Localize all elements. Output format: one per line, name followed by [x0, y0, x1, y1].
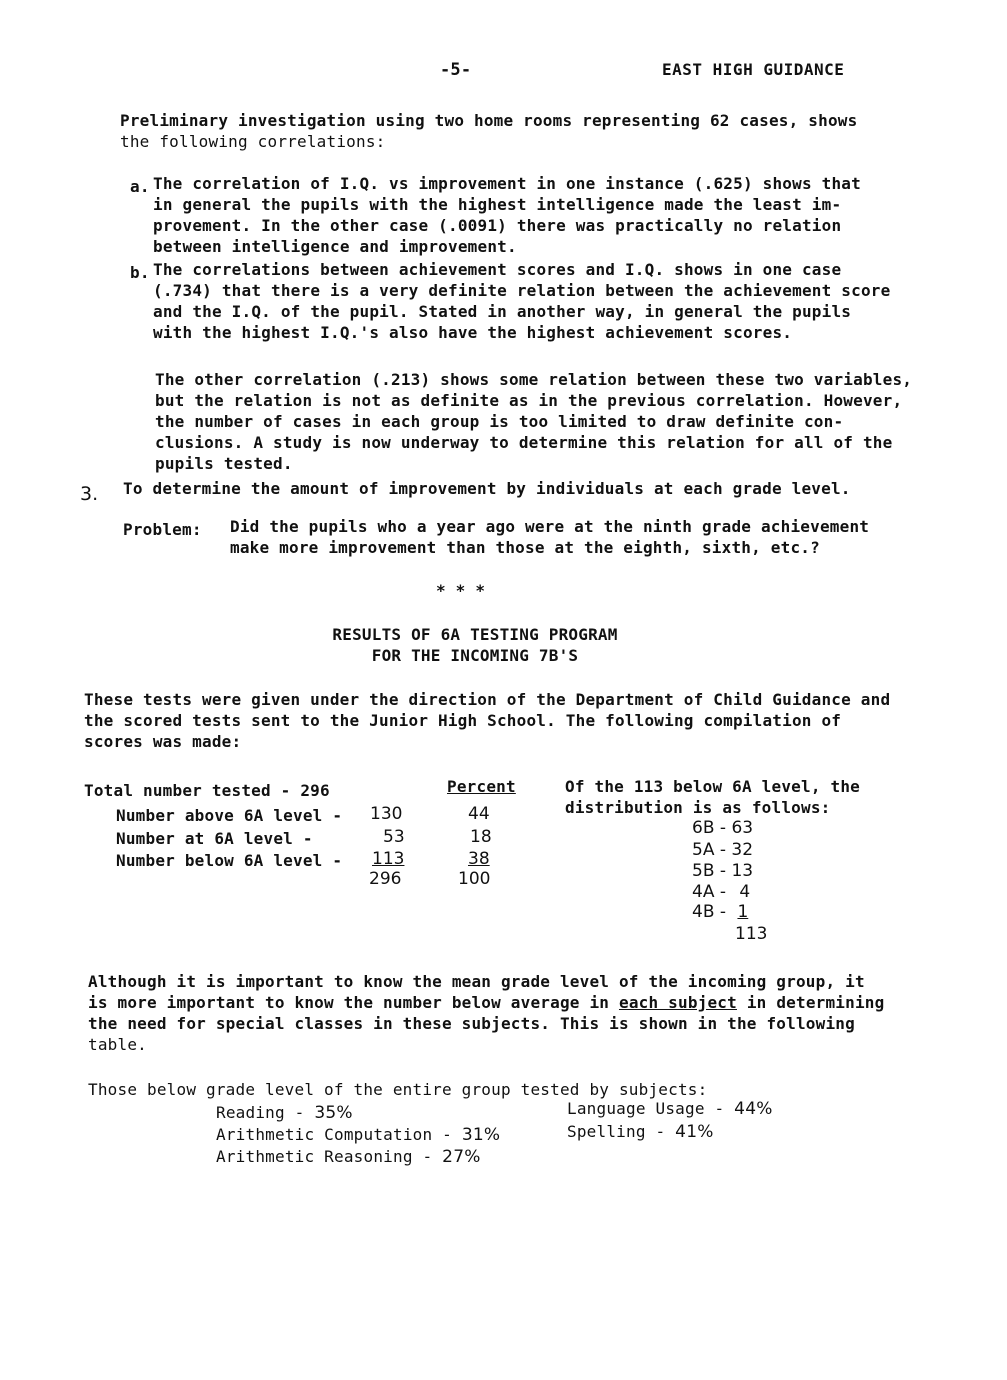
subject-row	[567, 1099, 773, 1119]
tally-row-label: Number above 6A level -	[116, 806, 343, 825]
distribution-heading	[565, 776, 860, 818]
subject-row	[567, 1122, 714, 1142]
tally-row-percent: 18	[470, 827, 492, 847]
distribution-total: 113	[735, 924, 768, 944]
subject-value: 44%	[734, 1099, 773, 1119]
mean-paragraph	[88, 971, 884, 1055]
subject-name: Spelling -	[567, 1122, 666, 1141]
distribution-count: 32	[731, 840, 754, 860]
percent-header: Percent	[447, 777, 516, 796]
subject-row	[216, 1125, 500, 1145]
distribution-count: 13	[731, 861, 754, 881]
mean-line: the need for special classes in these subjects. This is shown in the following	[88, 1014, 855, 1033]
item-a-paragraph	[153, 173, 861, 257]
item-3-text: To determine the amount of improvement by individuals at each grade level.	[123, 479, 851, 498]
subject-value: 35%	[314, 1103, 353, 1123]
mean-line-start: is more important to know the number below average in	[88, 993, 619, 1012]
subject-row	[216, 1103, 353, 1123]
distribution-level: 6B -	[692, 818, 727, 838]
item-a-line: provement. In the other case (.0091) there was practically no relation	[153, 216, 842, 235]
item-b-para2-line: but the relation is not as definite as in the previous correlation. However,	[155, 391, 903, 410]
distribution-heading-line: distribution is as follows:	[565, 798, 831, 817]
tally-row-count: 113	[372, 849, 405, 869]
subject-name: Reading -	[216, 1103, 305, 1122]
item-b-para2-line: clusions. A study is now underway to determine this relation for all of the	[155, 433, 893, 452]
tally-row-label: Number at 6A level -	[116, 829, 313, 848]
section-intro	[84, 689, 890, 752]
item-b-para2-line: pupils tested.	[155, 454, 293, 473]
tally-row-count: 53	[383, 827, 405, 847]
subjects-intro: Those below grade level of the entire group tested by subjects:	[88, 1080, 708, 1099]
distribution-heading-line: Of the 113 below 6A level, the	[565, 777, 860, 796]
problem-line: Did the pupils who a year ago were at the ninth grade achievement	[230, 517, 870, 536]
item-3-marker: 3.	[80, 483, 99, 505]
item-b-line: and the I.Q. of the pupil. Stated in another way, in general the pupils	[153, 302, 852, 321]
problem-line: make more improvement than those at the eighth, sixth, etc.?	[230, 538, 820, 557]
distribution-row	[692, 818, 753, 838]
item-a-marker: a.	[130, 177, 150, 196]
tally-row-label: Number below 6A level -	[116, 851, 343, 870]
problem-label: Problem:	[123, 520, 202, 539]
subject-value: 27%	[442, 1147, 481, 1167]
tally-percent-total: 100	[458, 869, 491, 889]
subject-name: Arithmetic Computation -	[216, 1125, 452, 1144]
distribution-row	[692, 840, 753, 860]
item-b-para2-line: The other correlation (.213) shows some relation between these two variables,	[155, 370, 913, 389]
intro-line: Preliminary investigation using two home rooms representing 62 cases, shows	[120, 111, 858, 130]
item-a-line: between intelligence and improvement.	[153, 237, 517, 256]
distribution-row	[692, 902, 754, 922]
distribution-level: 5A -	[692, 840, 726, 860]
section-separator: * * *	[436, 581, 486, 600]
distribution-row	[692, 861, 753, 881]
tally-count-total: 296	[369, 869, 402, 889]
subject-name: Arithmetic Reasoning -	[216, 1147, 433, 1166]
distribution-count: 63	[731, 818, 754, 838]
distribution-level: 4A -	[692, 882, 726, 902]
section-intro-line: These tests were given under the direction of the Department of Child Guidance and	[84, 690, 891, 709]
mean-line	[88, 992, 884, 1013]
subject-value: 41%	[675, 1122, 714, 1142]
item-b-line: with the highest I.Q.'s also have the highest achievement scores.	[153, 323, 793, 342]
running-title: EAST HIGH GUIDANCE	[662, 60, 845, 79]
tally-row-percent: 44	[468, 804, 490, 824]
subject-value: 31%	[461, 1125, 501, 1145]
distribution-level: 4B -	[692, 902, 727, 922]
problem-text	[230, 516, 869, 558]
mean-line: table.	[88, 1035, 147, 1054]
intro-line: the following correlations:	[120, 132, 386, 151]
distribution-row	[692, 882, 750, 902]
item-b-line: The correlations between achievement scores and I.Q. shows in one case	[153, 260, 842, 279]
distribution-count: 1	[737, 902, 749, 922]
mean-line: Although it is important to know the mean grade level of the incoming group, it	[88, 972, 865, 991]
tally-row-percent: 38	[468, 849, 490, 869]
intro-paragraph	[120, 110, 857, 152]
subject-row	[216, 1147, 481, 1167]
distribution-count: 4	[739, 882, 751, 902]
mean-line-end: in determining	[736, 993, 885, 1012]
emphasis-each-subject: each subject	[618, 993, 737, 1012]
section-title-line: FOR THE INCOMING 7B'S	[371, 646, 579, 665]
section-intro-line: scores was made:	[84, 732, 242, 751]
item-a-line: in general the pupils with the highest intelligence made the least im-	[153, 195, 842, 214]
item-b-paragraph	[153, 259, 890, 343]
distribution-level: 5B -	[692, 861, 727, 881]
item-b-second-paragraph	[155, 369, 912, 474]
section-title	[260, 624, 690, 666]
section-title-line: RESULTS OF 6A TESTING PROGRAM	[332, 625, 618, 644]
section-intro-line: the scored tests sent to the Junior High School. The following compilation of	[84, 711, 842, 730]
page-number: -5-	[440, 60, 472, 80]
item-b-para2-line: the number of cases in each group is too limited to draw definite con-	[155, 412, 844, 431]
item-b-marker: b.	[130, 263, 150, 282]
tally-row-count: 130	[370, 804, 403, 824]
item-b-line: (.734) that there is a very definite relation between the achievement score	[153, 281, 891, 300]
total-tested-label: Total number tested - 296	[84, 781, 330, 800]
item-a-line: The correlation of I.Q. vs improvement in one instance (.625) shows that	[153, 174, 861, 193]
subject-name: Language Usage -	[567, 1099, 725, 1118]
